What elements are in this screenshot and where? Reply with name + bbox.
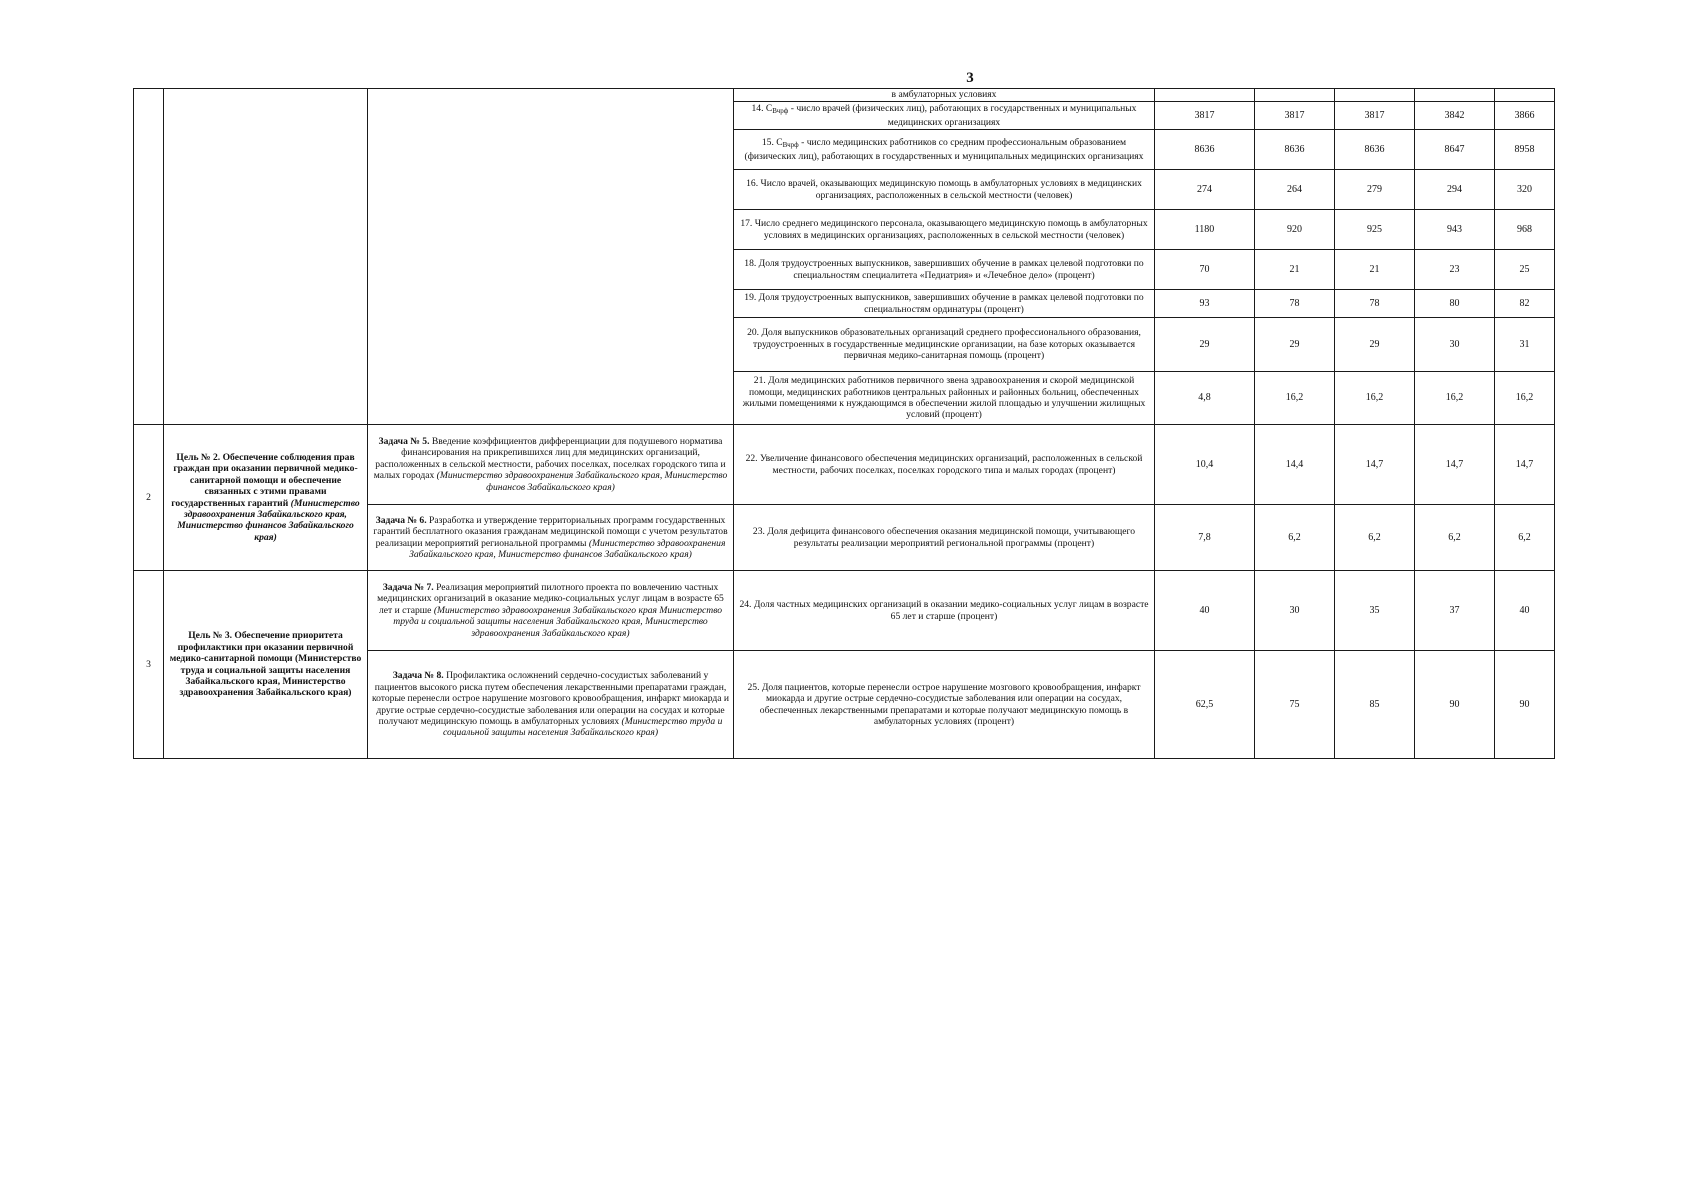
indicator-14-label: 14. $С_{Вчрф}$ - число врачей (физических лиц), работающих в государственных и муниципальных медицинских организациях [734,102,1155,130]
table-row-goal-2-task-5 [134,425,1555,505]
task-cell-empty [368,89,734,425]
indicator-14-value-4: 3842 [1415,102,1495,130]
indicator-24-value-2: 30 [1255,571,1335,651]
task-5-heading: Задача № 5. [378,435,430,447]
indicator-20-label: 20. Доля выпускников образовательных организаций среднего профессионального образования, трудоустроенных в государственные медицинские организации, на базе которых оказывается первичная медико-санитарная помощь (процент) [734,318,1155,372]
indicator-17-label: 17. Число среднего медицинского персонала, оказывающего медицинскую помощь в амбулаторных условиях в медицинских организациях, расположенных в сельской местности (человек) [734,210,1155,250]
indicator-22-value-3: 14,7 [1335,425,1415,505]
indicator-24-value-4: 37 [1415,571,1495,651]
task-7-responsible: (Министерство здравоохранения Забайкальского края Министерство труда и социальной защиты населения Забайкальского края, Министерство здравоохранения Забайкальского края) [393,604,723,639]
goal-2-cell [164,425,368,571]
indicator-20-value-2: 29 [1255,318,1335,372]
task-8-cell [368,651,734,759]
task-7-cell [368,571,734,651]
indicator-14-value-5: 3866 [1495,102,1555,130]
indicator-24-value-3: 35 [1335,571,1415,651]
indicator-18-value-4: 23 [1415,250,1495,290]
indicator-19-value-3: 78 [1335,290,1415,318]
indicator-19-value-4: 80 [1415,290,1495,318]
task-7-text: Реализация мероприятий пилотного проекта по вовлечению частных медицинских организаций в оказание медико-социальных услуг лицам в возрасте 65 лет и старше [377,581,724,616]
indicator-22-label: 22. Увеличение финансового обеспечения медицинских организаций, расположенных в сельской местности, рабочих поселках, поселках городского типа и малых городах (процент) [734,425,1155,505]
goal-3-number: 3 [134,571,164,759]
goal-cell-empty [164,89,368,425]
indicator-16-value-2: 264 [1255,170,1335,210]
indicator-17-value-1: 1180 [1155,210,1255,250]
table-row-goal-3-task-7 [134,571,1555,651]
indicator-14-value-3: 3817 [1335,102,1415,130]
indicator-23-value-4: 6,2 [1415,505,1495,571]
indicator-22-value-2: 14,4 [1255,425,1335,505]
indicator-25-value-5: 90 [1495,651,1555,759]
task-7-heading: Задача № 7. [382,581,434,593]
task-5-text: Введение коэффициентов дифференциации для подушевого норматива финансирования на прикрепившихся лиц для медицинских организаций, расположенных в сельской местности, рабочих поселках, поселках городского типа и малых городах [373,435,726,482]
indicator-14-value-1: 3817 [1155,102,1255,130]
indicator-17-value-4: 943 [1415,210,1495,250]
indicator-17-value-3: 925 [1335,210,1415,250]
indicator-25-value-1: 62,5 [1155,651,1255,759]
indicator-25-value-4: 90 [1415,651,1495,759]
table-row-continuation [134,89,1555,102]
task-6-heading: Задача № 6. [375,514,427,526]
task-5-responsible: (Министерство здравоохранения Забайкальского края, Министерство финансов Забайкальского края) [436,470,728,493]
indicator-18-value-1: 70 [1155,250,1255,290]
indicator-15-value-2: 8636 [1255,130,1335,170]
indicator-23-value-2: 6,2 [1255,505,1335,571]
indicator-18-value-2: 21 [1255,250,1335,290]
indicator-21-value-1: 4,8 [1155,372,1255,425]
indicator-24-value-1: 40 [1155,571,1255,651]
indicator-22-value-5: 14,7 [1495,425,1555,505]
indicator-13-tail: в амбулаторных условиях [734,89,1155,102]
indicator-19-value-2: 78 [1255,290,1335,318]
indicator-20-value-4: 30 [1415,318,1495,372]
indicator-15-label: 15. $С_{Вчрф}$ - число медицинских работников со средним профессиональным образованием (физических лиц), работающих в государственных и муниципальных медицинских организациях [734,130,1155,170]
indicator-21-label: 21. Доля медицинских работников первичного звена здравоохранения и скорой медицинской помощи, медицинских работников центральных районных и районных больниц, обеспеченных жилыми помещениями к нуждающимся в обеспечении жилой площадью и улучшении жилищных условий (процент) [734,372,1155,425]
indicator-19-label: 19. Доля трудоустроенных выпускников, завершивших обучение в рамках целевой подготовки по специальностям ординатуры (процент) [734,290,1155,318]
indicator-21-value-5: 16,2 [1495,372,1555,425]
indicator-25-label: 25. Доля пациентов, которые перенесли острое нарушение мозгового кровообращения, инфаркт миокарда и другие острые сердечно-сосудистые заболевания или операции на сосудах, обеспеченных лекарственными препаратами и которые получают медицинскую помощь в амбулаторных условиях (процент) [734,651,1155,759]
indicator-18-label: 18. Доля трудоустроенных выпускников, завершивших обучение в рамках целевой подготовки по специальностям специалитета «Педиатрия» и «Лечебное дело» (процент) [734,250,1155,290]
task-8-responsible: (Министерство труда и социальной защиты населения Забайкальского края) [442,715,723,739]
indicator-20-value-3: 29 [1335,318,1415,372]
indicator-21-value-3: 16,2 [1335,372,1415,425]
task-8-heading: Задача № 8. [392,670,444,682]
indicator-23-value-3: 6,2 [1335,505,1415,571]
indicator-25-value-3: 85 [1335,651,1415,759]
goal-2-number: 2 [134,425,164,571]
value-cell [1255,89,1335,102]
task-6-text: Разработка и утверждение территориальных программ государственных гарантий бесплатного оказания гражданам медицинской помощи с учетом результатов реализации мероприятий региональной программы [373,514,728,549]
value-cell [1335,89,1415,102]
indicator-23-value-1: 7,8 [1155,505,1255,571]
indicator-15-value-3: 8636 [1335,130,1415,170]
indicator-20-value-5: 31 [1495,318,1555,372]
indicator-23-value-5: 6,2 [1495,505,1555,571]
indicator-18-value-3: 21 [1335,250,1415,290]
task-6-responsible: (Министерство здравоохранения Забайкальского края, Министерство финансов Забайкальского края) [409,537,726,560]
indicator-15-subscript: Вчрф [782,140,799,149]
indicator-22-value-1: 10,4 [1155,425,1255,505]
indicator-17-value-5: 968 [1495,210,1555,250]
indicator-20-value-1: 29 [1155,318,1255,372]
goal-2-responsible: (Министерство здравоохранения Забайкальского края, Министерство финансов Забайкальского края) [177,497,360,543]
indicators-table [133,88,1555,759]
indicator-15-value-5: 8958 [1495,130,1555,170]
indicator-15-value-4: 8647 [1415,130,1495,170]
indicator-19-value-1: 93 [1155,290,1255,318]
indicator-16-value-5: 320 [1495,170,1555,210]
task-8-text: Профилактика осложнений сердечно-сосудистых заболеваний у пациентов высокого риска путем обеспечения лекарственными препаратами граждан, которые перенесли острое нарушение мозгового кровообращения, инфаркт миокарда и другие острые сердечно-сосудистые заболевания или операции на сосудах и которые получают медицинскую помощь в амбулаторных условиях [371,670,730,727]
goal-3-title: Цель № 3. Обеспечение приоритета профилактики при оказании первичной медико-санитарной помощи (Министерство труда и социальной защиты населения Забайкальского края, Министерство здравоохранения Забайкальского края) [164,571,368,759]
value-cell [1495,89,1555,102]
goal-2-title: Цель № 2. Обеспечение соблюдения прав граждан при оказании первичной медико-санитарной помощи и обеспечение связанных с этими правами государственных гарантий [171,451,358,509]
indicator-18-value-5: 25 [1495,250,1555,290]
task-5-cell [368,425,734,505]
indicator-14-subscript: Вчрф [772,106,789,115]
value-cell [1155,89,1255,102]
goal-number-cell-empty [134,89,164,425]
indicator-15-value-1: 8636 [1155,130,1255,170]
indicator-19-value-5: 82 [1495,290,1555,318]
page-number: 3 [966,70,974,86]
indicator-16-value-4: 294 [1415,170,1495,210]
task-6-cell [368,505,734,571]
indicator-24-value-5: 40 [1495,571,1555,651]
indicator-16-label: 16. Число врачей, оказывающих медицинскую помощь в амбулаторных условиях в медицинских организациях, расположенных в сельской местности (человек) [734,170,1155,210]
indicator-17-value-2: 920 [1255,210,1335,250]
indicator-23-label: 23. Доля дефицита финансового обеспечения оказания медицинской помощи, учитывающего результаты реализации мероприятий региональной программы (процент) [734,505,1155,571]
value-cell [1415,89,1495,102]
indicator-24-label: 24. Доля частных медицинских организаций в оказании медико-социальных услуг лицам в возрасте 65 лет и старше (процент) [734,571,1155,651]
indicator-14-value-2: 3817 [1255,102,1335,130]
indicator-16-value-3: 279 [1335,170,1415,210]
indicator-21-value-4: 16,2 [1415,372,1495,425]
indicator-22-value-4: 14,7 [1415,425,1495,505]
indicator-21-value-2: 16,2 [1255,372,1335,425]
indicator-25-value-2: 75 [1255,651,1335,759]
indicator-16-value-1: 274 [1155,170,1255,210]
